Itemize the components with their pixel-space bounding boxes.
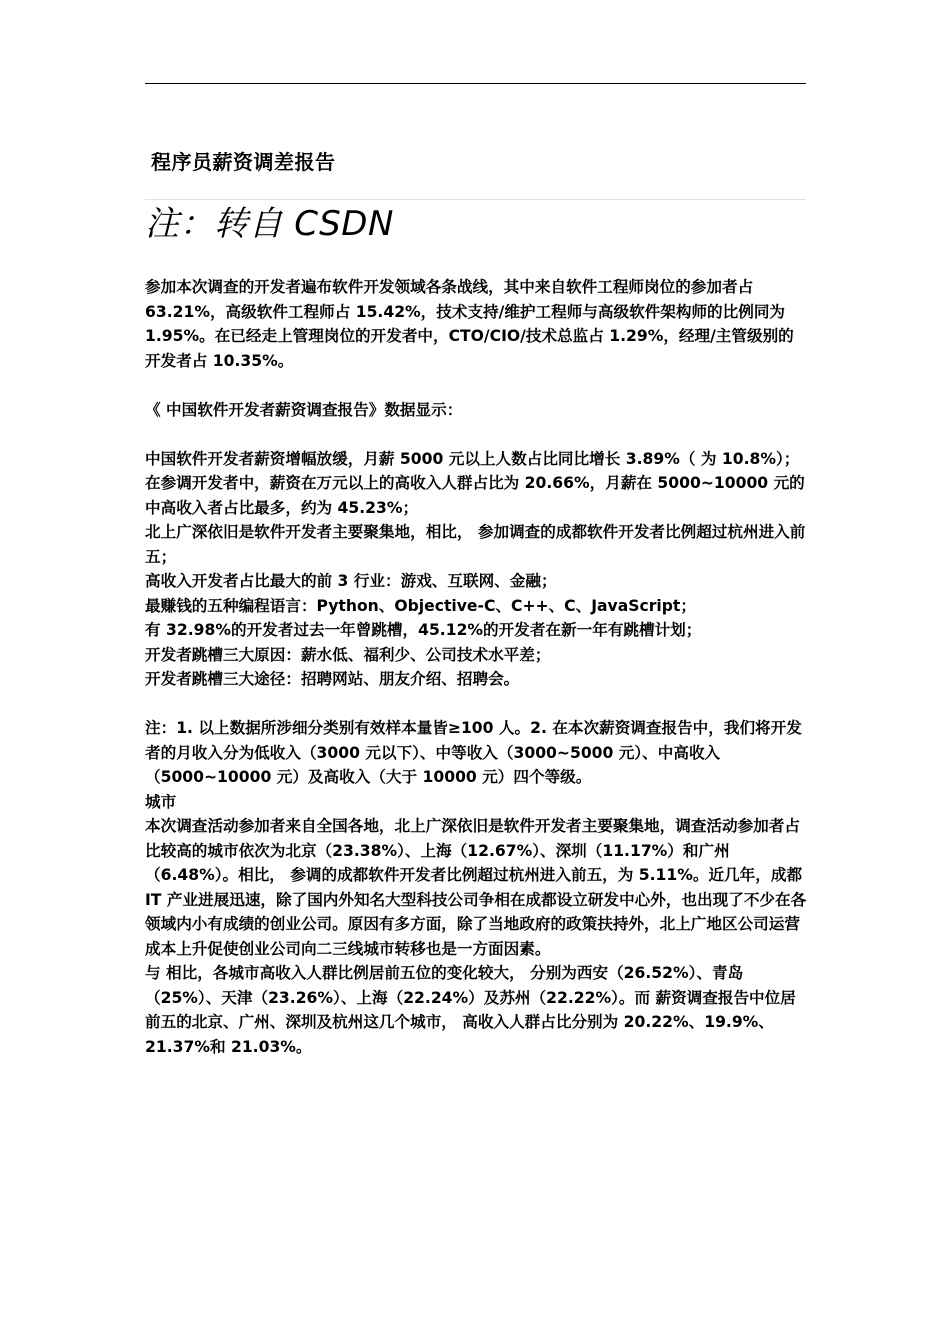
- finding-item: 开发者跳槽三大途径：招聘网站、朋友介绍、招聘会。: [145, 670, 520, 688]
- city-paragraph: 与 相比，各城市高收入人群比例居前五位的变化较大， 分别为西安（26.52%）、青岛（25%）、天津（23.26%）、上海（22.24%）及苏州（22.22%）。而 薪资调查报告中位居前五的北京、广州、深圳及杭州这几个城市， 高收入人群占比分别为 20.22%、19.9%、21.37%和 21.03%。: [145, 964, 796, 1056]
- spacer: [145, 692, 807, 717]
- city-heading: 城市: [145, 792, 177, 811]
- document-body: [145, 275, 807, 1059]
- source-note: 注：转自 CSDN: [145, 204, 394, 244]
- finding-item: 有 32.98%的开发者过去一年曾跳槽，45.12%的开发者在新一年有跳槽计划；: [145, 621, 702, 639]
- finding-item: 在参调开发者中，薪资在万元以上的高收入人群占比为 20.66%，月薪在 5000~10000 元的中高收入者占比最多，约为 45.23%；: [145, 474, 805, 517]
- footnote-paragraph: 注：1. 以上数据所涉细分类别有效样本量皆≥100 人。2. 在本次薪资调查报告中，我们将开发者的月收入分为低收入（3000 元以下）、中等收入（3000~5000 元）、中高收入（5000~10000 元）及高收入（大于 10000 元）四个等级。: [145, 719, 802, 786]
- top-divider: [145, 83, 806, 84]
- finding-item: 中国软件开发者薪资增幅放缓，月薪 5000 元以上人数占比同比增长 3.89%（ 为 10.8%）；: [145, 449, 800, 468]
- spacer: [145, 373, 807, 398]
- finding-item: 北上广深依旧是软件开发者主要聚集地，相比， 参加调查的成都软件开发者比例超过杭州进入前五；: [145, 523, 806, 566]
- report-heading: 《 中国软件开发者薪资调查报告》数据显示：: [145, 400, 463, 419]
- city-paragraph: 本次调查活动参加者来自全国各地，北上广深依旧是软件开发者主要聚集地，调查活动参加者占比较高的城市依次为北京（23.38%）、上海（12.67%）、深圳（11.17%）和广州（6.48%）。相比， 参调的成都软件开发者比例超过杭州进入前五，为 5.11%。近几年，成都 IT 产业进展迅速，除了国内外知名大型科技公司争相在成都设立研发中心外，也出现了不少在各领域内小有成绩的创业公司。原因有多方面，除了当地政府的政策扶持外，北上广地区公司运营成本上升促使创业公司向二三线城市转移也是一方面因素。: [145, 817, 807, 958]
- intro-paragraph: 参加本次调查的开发者遍布软件开发领域各条战线，其中来自软件工程师岗位的参加者占 63.21%，高级软件工程师占 15.42%，技术支持/维护工程师与高级软件架构师的比例同为 1.95%。在已经走上管理岗位的开发者中，CTO/CIO/技术总监占 1.29%，经理/主管级别的开发者占 10.35%。: [145, 278, 794, 370]
- spacer: [145, 422, 807, 447]
- finding-item: 最赚钱的五种编程语言：Python、Objective-C、C++、C、JavaScript；: [145, 596, 696, 615]
- title-divider: [145, 199, 806, 200]
- document-title: 程序员薪资调差报告: [151, 150, 336, 174]
- finding-item: 开发者跳槽三大原因：薪水低、福利少、公司技术水平差；: [145, 645, 551, 664]
- finding-item: 高收入开发者占比最大的前 3 行业：游戏、互联网、金融；: [145, 572, 557, 590]
